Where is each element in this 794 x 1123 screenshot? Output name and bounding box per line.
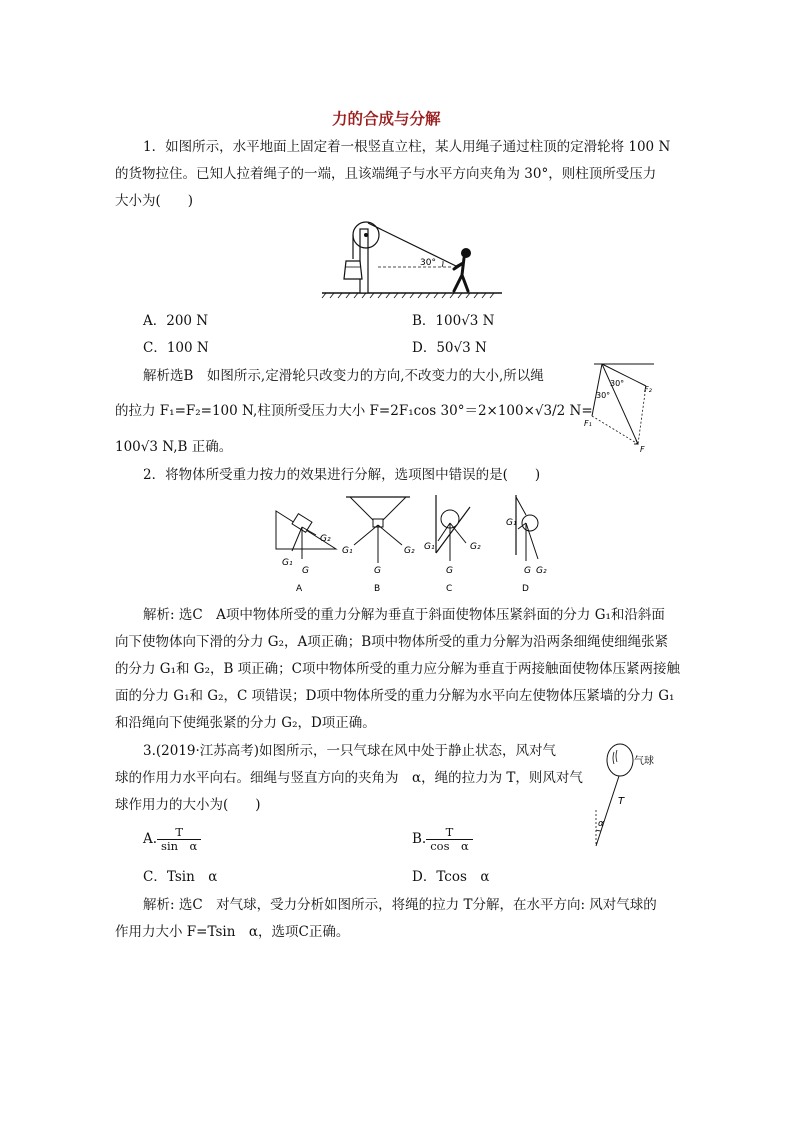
q2-c-g2: G₂ bbox=[470, 542, 481, 552]
q1-pulley-figure bbox=[322, 215, 502, 305]
q2-figure-c bbox=[424, 495, 481, 594]
q1-option-d: D．50√3 N bbox=[412, 340, 487, 356]
q3-option-c: C．Tsin α bbox=[143, 869, 218, 885]
q2-b-g1: G₁ bbox=[342, 546, 353, 556]
q3-option-b-prefix: B. bbox=[412, 831, 427, 847]
q2-figure-b bbox=[342, 497, 415, 594]
q1-option-b: B．100√3 N bbox=[412, 313, 495, 329]
q2-stem: 2．将物体所受重力按力的效果进行分解，选项图中错误的是( ) bbox=[143, 467, 541, 483]
q1-fig-f1: F₁ bbox=[584, 419, 592, 428]
q3-option-b bbox=[412, 826, 473, 853]
q2-panel-c: C bbox=[446, 584, 453, 594]
q3-option-a-prefix: A. bbox=[143, 831, 158, 847]
q3-option-a-fraction bbox=[157, 826, 201, 853]
q1-option-c: C．100 N bbox=[143, 340, 209, 356]
page-title: 力的合成与分解 bbox=[332, 110, 441, 128]
q1-fig-angle-2: 30° bbox=[596, 391, 611, 400]
q3-option-d: D．Tcos α bbox=[412, 869, 490, 885]
q2-solution-line-2: 向下使物体向下滑的分力 G₂，A项正确；B项中物体所受的重力分解为沿两条细绳使细绳张紧 bbox=[115, 634, 669, 650]
q1-solution-line-2: 的拉力 F₁=F₂=100 N,柱顶所受压力大小 F=2F₁cos 30°＝2×100×√3/2 N= bbox=[115, 403, 593, 419]
q2-figure-a bbox=[276, 511, 336, 594]
q3-option-a bbox=[143, 826, 201, 853]
q2-figures bbox=[270, 493, 560, 593]
q2-panel-d: D bbox=[522, 584, 529, 594]
q1-force-diagram bbox=[584, 364, 664, 454]
q2-panel-a: A bbox=[296, 584, 303, 594]
q3-solution-line-2: 作用力大小 F=Tsin α，选项C正确。 bbox=[115, 924, 350, 940]
q1-stem-line-2: 的货物拉住。已知人拉着绳子的一端，且该端绳子与水平方向夹角为 30°，则柱顶所受压力 bbox=[115, 166, 657, 182]
q2-b-g2: G₂ bbox=[404, 546, 415, 556]
q2-a-g1: G₁ bbox=[282, 558, 293, 568]
q3-option-a-num: T bbox=[157, 826, 201, 840]
q3-alpha-label: α bbox=[598, 819, 604, 829]
q2-solution-line-5: 和沿绳向下使绳张紧的分力 G₂，D项正确。 bbox=[115, 715, 376, 731]
q2-figure-d bbox=[506, 495, 547, 594]
q3-option-b-den: cos α bbox=[430, 839, 469, 853]
q2-solution-line-4: 面的分力 G₁和 G₂，C 项错误；D项中物体所受的重力分解为水平向左使物体压紧墙的分力 G₁ bbox=[115, 688, 675, 704]
q1-solution-line-3: 100√3 N,B 正确。 bbox=[115, 439, 233, 455]
q3-stem-line-2: 球的作用力水平向右。细绳与竖直方向的夹角为 α，绳的拉力为 T，则风对气 bbox=[115, 770, 583, 786]
q2-d-g1: G₁ bbox=[506, 518, 517, 528]
q2-b-g: G bbox=[374, 566, 381, 576]
q2-a-g: G bbox=[302, 566, 309, 576]
q1-solution-line-1: 解析选B 如图所示,定滑轮只改变力的方向,不改变力的大小,所以绳 bbox=[143, 368, 544, 384]
q2-solution-line-1: 解析: 选C A项中物体所受的重力分解为垂直于斜面使物体压紧斜面的分力 G₁和沿斜面 bbox=[143, 607, 665, 623]
q3-stem-line-1: 3.(2019·江苏高考)如图所示，一只气球在风中处于静止状态，风对气 bbox=[143, 743, 557, 759]
q1-fig-angle-1: 30° bbox=[610, 379, 625, 388]
q2-panel-b: B bbox=[374, 584, 381, 594]
q2-a-g2: G₂ bbox=[320, 534, 331, 544]
q1-stem-line-1: 1．如图所示，水平地面上固定着一根竖直立柱，某人用绳子通过柱顶的定滑轮将 100 N bbox=[143, 139, 671, 155]
q3-balloon-label: 气球 bbox=[634, 756, 654, 767]
q3-t-label: T bbox=[618, 796, 625, 807]
q3-option-a-den: sin α bbox=[161, 839, 198, 853]
q1-angle-label: 30° bbox=[420, 258, 436, 268]
q2-d-g: G bbox=[524, 566, 531, 576]
q1-stem-line-3: 大小为( ) bbox=[115, 193, 194, 209]
q2-solution-line-3: 的分力 G₁和 G₂，B 项正确；C项中物体所受的重力应分解为垂直于两接触面使物体压紧两接触 bbox=[115, 661, 681, 677]
q2-c-g1: G₁ bbox=[424, 542, 435, 552]
q3-solution-line-1: 解析: 选C 对气球，受力分析如图所示，将绳的拉力 T分解，在水平方向: 风对气球的 bbox=[143, 897, 657, 913]
q3-stem-line-3: 球作用力的大小为( ) bbox=[115, 797, 261, 813]
q2-d-g2: G₂ bbox=[536, 566, 547, 576]
q3-balloon-figure bbox=[590, 740, 670, 850]
q2-c-g: G bbox=[446, 566, 453, 576]
q3-option-b-fraction bbox=[426, 826, 473, 853]
q1-fig-f: F bbox=[640, 445, 645, 454]
q1-fig-f2: F₂ bbox=[644, 385, 652, 394]
q3-option-b-num: T bbox=[426, 826, 473, 840]
q1-option-a: A．200 N bbox=[143, 313, 209, 329]
